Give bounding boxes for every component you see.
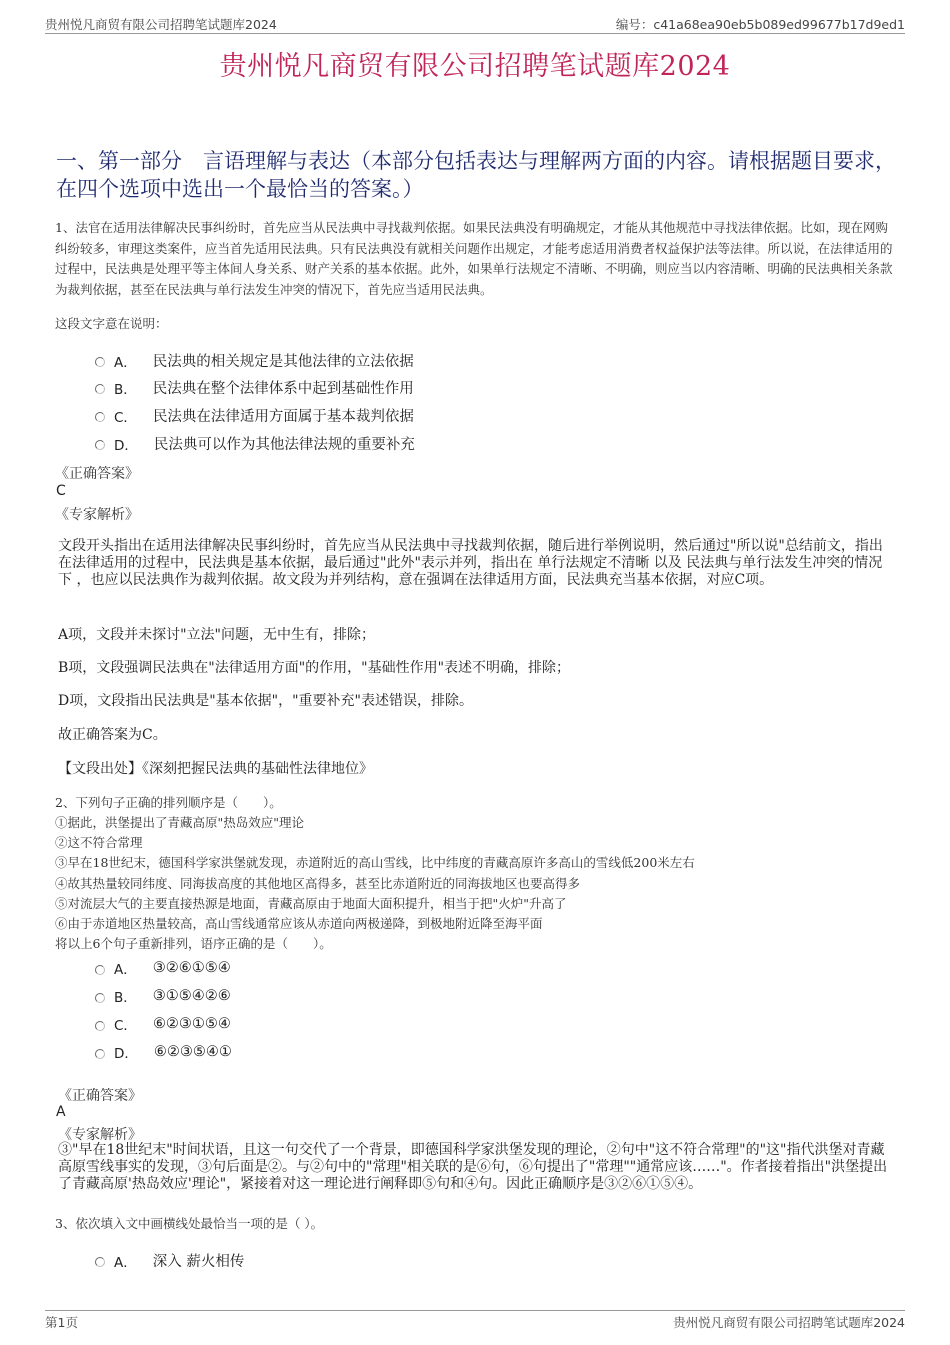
option-text: 民法典在整个法律体系中起到基础性作用	[152, 381, 414, 397]
question-2-line: 2、下列句子正确的排列顺序是（ ）。	[55, 795, 282, 810]
question-2-line: ⑥由于赤道地区热量较高，高山雪线通常应该从赤道向两极递降，到极地附近降至海平面	[55, 916, 543, 931]
q2-option-d[interactable]	[95, 1042, 232, 1062]
question-2-line: 将以上6个句子重新排列，语序正确的是（ ）。	[55, 936, 332, 951]
q1-analysis-a: A项，文段并未探讨"立法"问题，无中生有，排除；	[58, 627, 375, 643]
question-2-line: ②这不符合常理	[55, 835, 143, 850]
option-text: ③②⑥①⑤④	[152, 960, 231, 976]
q2-option-a[interactable]	[95, 958, 231, 978]
question-2-line: ⑤对流层大气的主要直接热源是地面，青藏高原由于地面大面积提升，相当于把"火炉"升高了	[55, 896, 567, 911]
footer-rule	[45, 1310, 905, 1311]
q1-answer: C	[56, 483, 66, 499]
option-text: 民法典可以作为其他法律法规的重要补充	[153, 437, 415, 453]
q2-answer: A	[56, 1104, 66, 1120]
q1-option-a[interactable]	[95, 350, 414, 371]
question-2-line: ④故其热量较同纬度、同海拔高度的其他地区高得多，甚至比赤道附近的同海拔地区也要高得多	[55, 876, 581, 891]
option-text: ⑥②③⑤④①	[153, 1044, 232, 1060]
radio-icon[interactable]	[95, 1257, 105, 1267]
header-doc-id: 编号：c41a68ea90eb5b089ed99677b17d9ed1	[615, 17, 905, 32]
page-title: 贵州悦凡商贸有限公司招聘笔试题库2024	[219, 51, 731, 82]
option-text: ⑥②③①⑤④	[152, 1016, 231, 1032]
q1-answer-label: 《正确答案》	[55, 466, 139, 482]
option-letter: B．	[114, 381, 137, 398]
footer-title: 贵州悦凡商贸有限公司招聘笔试题库2024	[673, 1315, 905, 1330]
q2-option-b[interactable]	[95, 986, 231, 1006]
option-text: 深入 薪火相传	[152, 1254, 245, 1270]
q1-option-d[interactable]	[95, 433, 415, 454]
question-3-stem: 3、依次填入文中画横线处最恰当一项的是（ ）。	[55, 1216, 324, 1231]
q1-analysis: 文段开头指出在适用法律解决民事纠纷时，首先应当从民法典中寻找裁判依据，随后进行举例说明，然后通过"所以说"总结前文，指出在法律适用的过程中，民法典是基本依据，最后通过"此外"表示并列，指出在 单行法规定不清晰 以及 民法典与单行法发生冲突的情况下 ，也应以民法典作为裁判依据。故文段为并列结构，意在强调在法律适用方面，民法典充当基本依据，对应C项。	[58, 538, 883, 588]
option-text: ③①⑤④②⑥	[152, 988, 231, 1004]
option-letter: C．	[114, 409, 137, 426]
radio-icon[interactable]	[95, 1021, 105, 1031]
option-letter: A．	[114, 354, 137, 371]
question-1-stem: 1、法官在适用法律解决民事纠纷时，首先应当从民法典中寻找裁判依据。如果民法典没有明确规定，才能从其他规范中寻找法律依据。比如，现在网购纠纷较多，审理这类案件，应当首先适用民法典。只有民法典没有就相关问题作出规定，才能考虑适用消费者权益保护法等法律。所以说，在法律适用的过程中，民法典是处理平等主体间人身关系、财产关系的基本依据。此外，如果单行法规定不清晰、不明确，则应当以内容清晰、明确的民法典相关条款为裁判依据，甚至在民法典与单行法发生冲突的情况下，首先应当适用民法典。	[55, 220, 893, 297]
question-1-prompt: 这段文字意在说明：	[55, 316, 168, 331]
option-letter: A．	[114, 962, 137, 978]
q1-analysis-b: B项，文段强调民法典在"法律适用方面"的作用，"基础性作用"表述不明确，排除；	[58, 660, 571, 676]
header-rule	[45, 33, 905, 34]
radio-icon[interactable]	[95, 384, 105, 394]
q1-option-b[interactable]	[95, 377, 414, 398]
radio-icon[interactable]	[95, 440, 105, 450]
q1-source: 【文段出处】《深刻把握民法典的基础性法律地位》	[58, 761, 373, 777]
radio-icon[interactable]	[95, 357, 105, 367]
q3-option-a[interactable]	[95, 1250, 244, 1271]
option-letter: A．	[114, 1254, 137, 1271]
radio-icon[interactable]	[95, 1049, 105, 1059]
option-text: 民法典的相关规定是其他法律的立法依据	[152, 354, 414, 370]
q1-analysis-d: D项，文段指出民法典是"基本依据"，"重要补充"表述错误，排除。	[58, 693, 473, 709]
section-heading: 一、第一部分 言语理解与表达（本部分包括表达与理解两方面的内容。请根据题目要求，在四个选项中选出一个最恰当的答案。）	[56, 149, 896, 201]
radio-icon[interactable]	[95, 993, 105, 1003]
question-2-line: ①据此，洪堡提出了青藏高原"热岛效应"理论	[55, 815, 304, 830]
q2-answer-label: 《正确答案》	[58, 1088, 142, 1104]
option-letter: D．	[114, 1046, 138, 1062]
option-letter: C．	[114, 1018, 137, 1034]
footer-page-number: 第1页	[45, 1315, 78, 1330]
header-left-title: 贵州悦凡商贸有限公司招聘笔试题库2024	[45, 17, 277, 32]
question-2-line: ③早在18世纪末，德国科学家洪堡就发现，赤道附近的高山雪线，比中纬度的青藏高原许多高山的雪线低200米左右	[55, 855, 695, 870]
q1-conclusion: 故正确答案为C。	[58, 727, 167, 743]
radio-icon[interactable]	[95, 412, 105, 422]
q1-analysis-label: 《专家解析》	[55, 507, 139, 523]
q2-analysis: ③"早在18世纪末"时间状语，且这一句交代了一个背景，即德国科学家洪堡发现的理论，②句中"这不符合常理"的"这"指代洪堡对青藏高原雪线事实的发现，③句后面是②。与②句中的"常理"相关联的是⑥句，⑥句提出了"常理""通常应该……"。作者接着指出"洪堡提出了青藏高原'热岛效应'理论"，紧接着对这一理论进行阐释即⑤句和④句。因此正确顺序是③②⑥①⑤④。	[58, 1142, 888, 1192]
option-text: 民法典在法律适用方面属于基本裁判依据	[152, 409, 414, 425]
q2-analysis-label: 《专家解析》	[58, 1127, 142, 1143]
q1-option-c[interactable]	[95, 405, 414, 426]
q2-option-c[interactable]	[95, 1014, 231, 1034]
option-letter: B．	[114, 990, 137, 1006]
radio-icon[interactable]	[95, 965, 105, 975]
option-letter: D．	[114, 437, 138, 454]
